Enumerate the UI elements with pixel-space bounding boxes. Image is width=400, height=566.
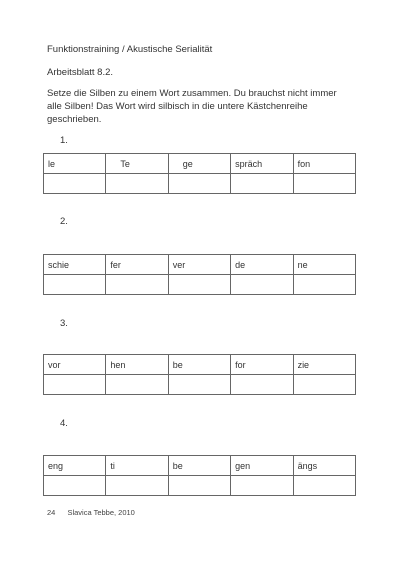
answer-cell[interactable] [44,174,106,194]
answer-cell[interactable] [293,375,355,395]
syllable-cell: ti [106,456,168,476]
answer-cell[interactable] [106,476,168,496]
syllable-cell: zie [293,355,355,375]
syllable-cell: ge [168,154,230,174]
worksheet-label: Arbeitsblatt 8.2. [47,67,114,78]
answer-cell[interactable] [231,174,293,194]
answer-cell[interactable] [293,476,355,496]
syllable-cell: schie [44,255,106,275]
exercise-number-4: 4. [60,418,68,429]
answer-cell[interactable] [231,275,293,295]
syllable-cell: spräch [231,154,293,174]
answer-row[interactable] [44,275,356,295]
instructions: Setze die Silben zu einem Wort zusammen. Du brauchst nicht immer alle Silben! Das Wort wird silbisch in die untere Kästchenreihe geschrieben. [47,88,337,125]
answer-cell[interactable] [44,275,106,295]
syllable-cell: ver [168,255,230,275]
syllable-cell: fon [293,154,355,174]
syllable-cell: eng [44,456,106,476]
syllable-row [44,154,356,174]
syllable-cell: Te [106,154,168,174]
syllable-cell: gen [231,456,293,476]
answer-cell[interactable] [106,174,168,194]
syllable-cell: be [168,456,230,476]
answer-cell[interactable] [293,275,355,295]
syllable-cell: ängs [293,456,355,476]
syllable-row [44,456,356,476]
page-footer [47,508,135,517]
answer-cell[interactable] [106,375,168,395]
answer-row[interactable] [44,476,356,496]
syllable-cell: be [168,355,230,375]
syllable-cell: vor [44,355,106,375]
answer-cell[interactable] [168,174,230,194]
footer-credit: Slavica Tebbe, 2010 [67,508,135,517]
exercise-table-2 [43,254,356,295]
exercise-number-2: 2. [60,216,68,227]
answer-cell[interactable] [168,275,230,295]
answer-cell[interactable] [293,174,355,194]
answer-cell[interactable] [44,476,106,496]
answer-row[interactable] [44,375,356,395]
answer-cell[interactable] [106,275,168,295]
syllable-cell: le [44,154,106,174]
syllable-row [44,355,356,375]
exercise-table-4 [43,455,356,496]
answer-cell[interactable] [168,476,230,496]
answer-cell[interactable] [231,476,293,496]
syllable-cell: de [231,255,293,275]
page-number: 24 [47,508,56,517]
exercise-table-1 [43,153,356,194]
answer-row[interactable] [44,174,356,194]
syllable-cell: ne [293,255,355,275]
answer-cell[interactable] [231,375,293,395]
syllable-cell: hen [106,355,168,375]
answer-cell[interactable] [44,375,106,395]
page-title: Funktionstraining / Akustische Serialität [47,44,213,55]
exercise-number-3: 3. [60,318,68,329]
syllable-row [44,255,356,275]
syllable-cell: for [231,355,293,375]
syllable-cell: fer [106,255,168,275]
exercise-number-1: 1. [60,135,68,146]
answer-cell[interactable] [168,375,230,395]
exercise-table-3 [43,354,356,395]
